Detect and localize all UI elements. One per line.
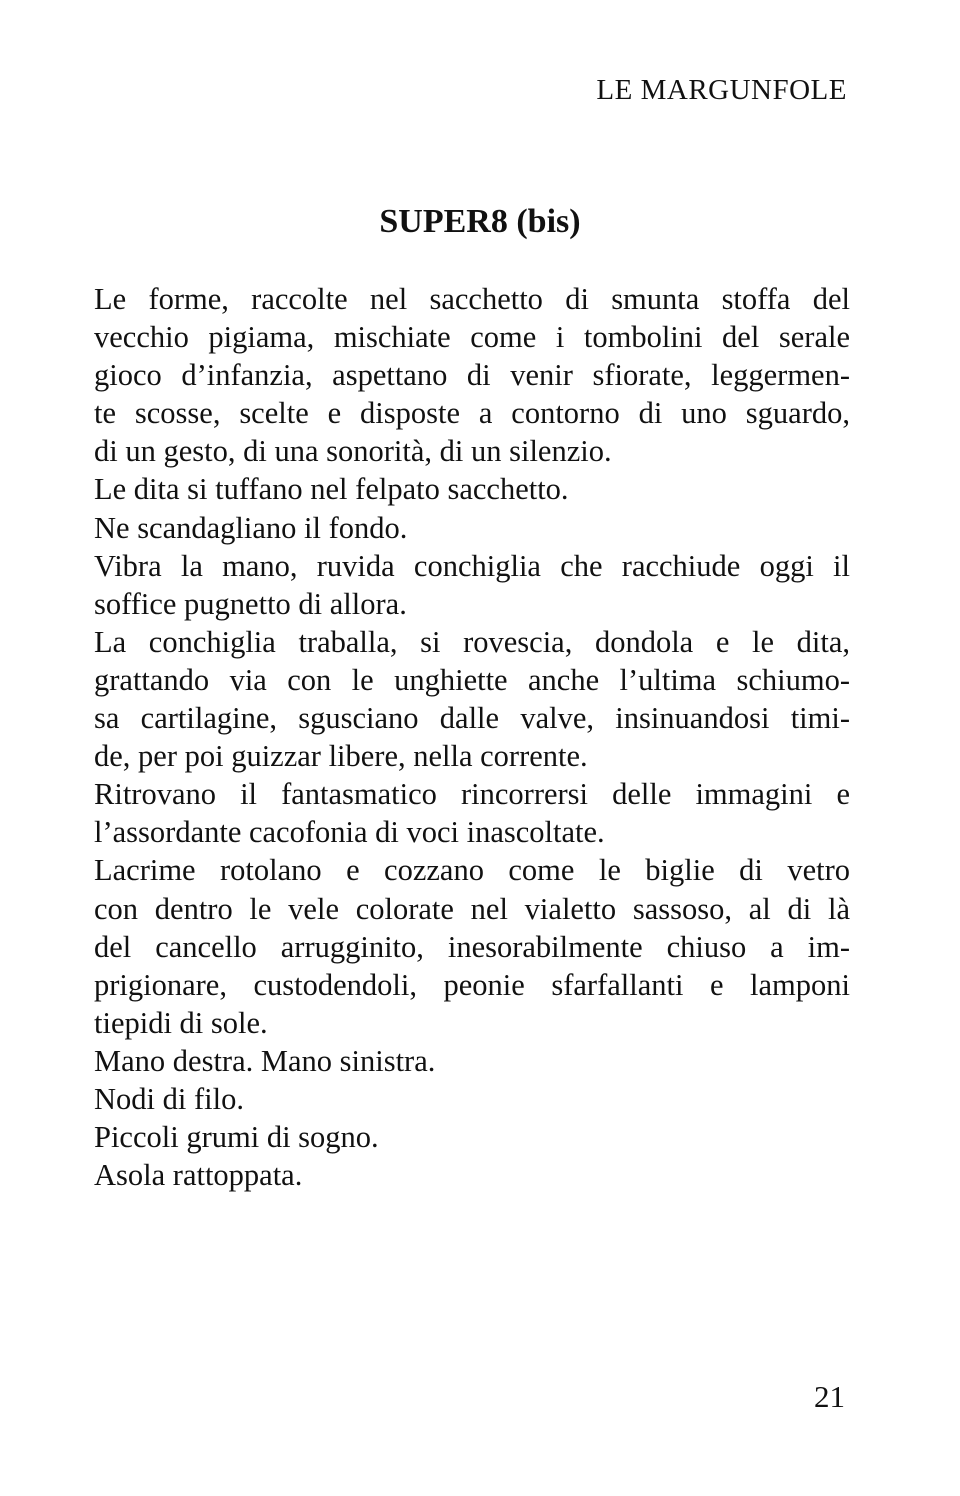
text-line: La conchiglia traballa, si rovescia, dondola e le dita, [94, 624, 850, 659]
text-line: del cancello arrugginito, inesorabilmente chiuso a im- [94, 929, 850, 964]
text-line: con dentro le vele colorate nel vialetto sassoso, al di là [94, 891, 850, 926]
body-text [94, 280, 850, 1194]
text-line: Vibra la mano, ruvida conchiglia che racchiude oggi il [94, 548, 850, 583]
text-line: l’assordante cacofonia di voci inascoltate. [94, 815, 605, 850]
text-line: Piccoli grumi di sogno. [94, 1120, 379, 1155]
text-line: Le dita si tuffano nel felpato sacchetto. [94, 472, 569, 507]
text-line: Ritrovano il fantasmatico rincorrersi delle immagini e [94, 777, 850, 812]
text-line: prigionare, custodendoli, peonie sfarfallanti e lamponi [94, 967, 850, 1002]
text-line: Ne scandagliano il fondo. [94, 510, 408, 545]
text-line: Le forme, raccolte nel sacchetto di smunta stoffa del [94, 282, 850, 316]
text-line: soffice pugnetto di allora. [94, 586, 407, 621]
text-line: sa cartilagine, sgusciano dalle valve, insinuandosi timi- [94, 701, 850, 736]
text-line: Asola rattoppata. [94, 1158, 303, 1193]
text-line: gioco d’infanzia, aspettano di venir sfiorate, leggermen- [94, 358, 850, 393]
text-line: Nodi di filo. [94, 1081, 244, 1116]
chapter-title: SUPER8 (bis) [379, 203, 581, 240]
page-number: 21 [814, 1379, 845, 1414]
text-line: te scosse, scelte e disposte a contorno di uno sguardo, [94, 396, 850, 431]
running-head: LE MARGUNFOLE [596, 74, 847, 106]
text-line: vecchio pigiama, mischiate come i tombolini del serale [94, 320, 850, 355]
text-line: grattando via con le unghiette anche l’ultima schiumo- [94, 662, 850, 697]
text-line: de, per poi guizzar libere, nella corrente. [94, 739, 588, 774]
text-line: di un gesto, di una sonorità, di un silenzio. [94, 434, 612, 469]
text-line: tiepidi di sole. [94, 1005, 268, 1040]
text-line: Lacrime rotolano e cozzano come le biglie di vetro [94, 853, 850, 888]
text-line: Mano destra. Mano sinistra. [94, 1043, 436, 1078]
